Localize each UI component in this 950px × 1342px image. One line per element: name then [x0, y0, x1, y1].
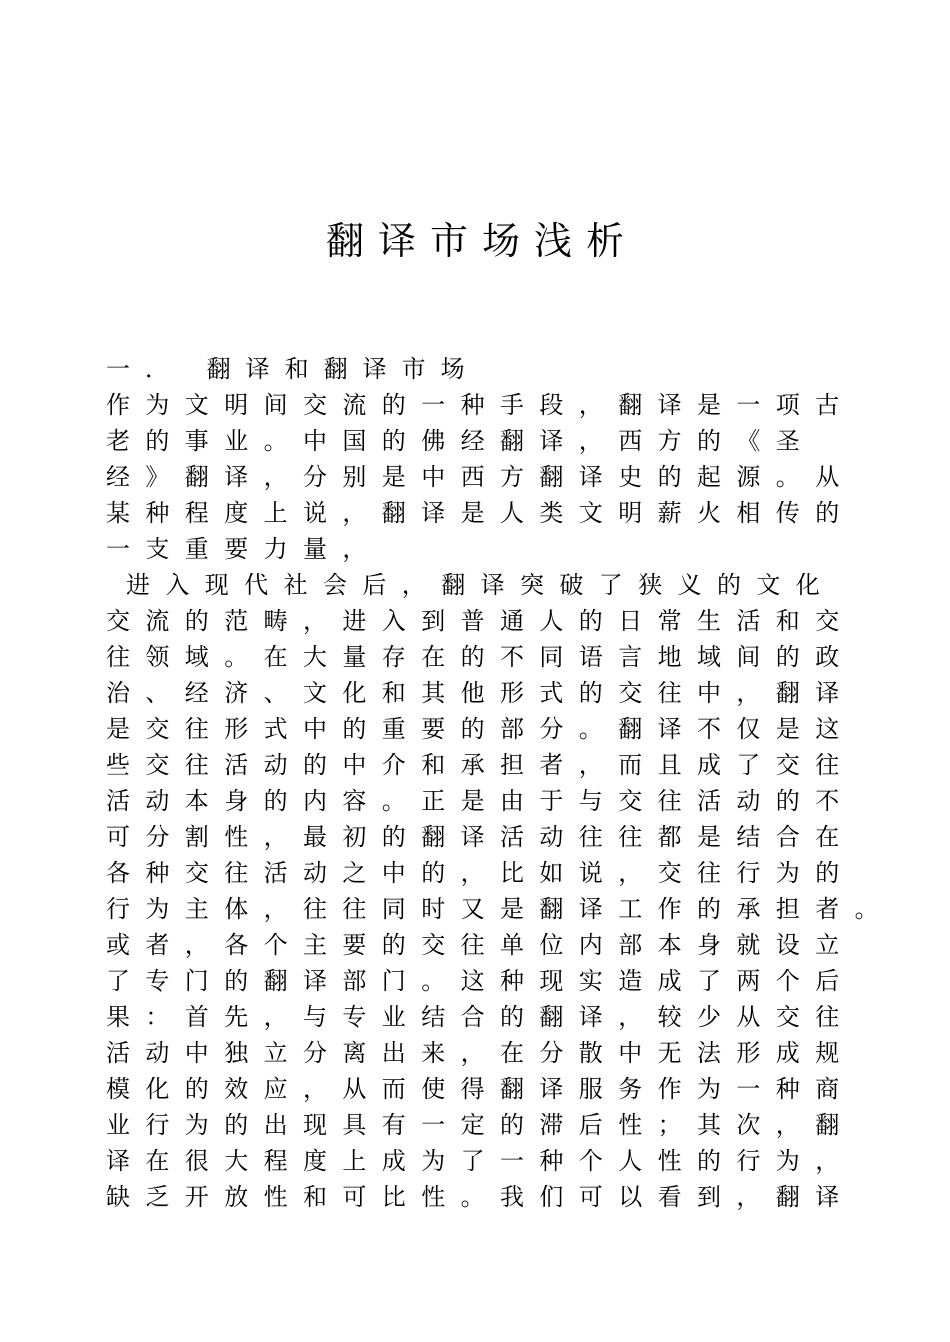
paragraph-line: 某种程度上说，翻译是人类文明薪火相传的	[106, 499, 855, 527]
paragraph-2	[106, 567, 894, 1215]
paragraph-line: 译在很大程度上成为了一种个人性的行为，	[106, 1147, 855, 1175]
paragraph-line: 些交往活动的中介和承担者，而且成了交往	[106, 751, 855, 779]
paragraph-1	[106, 387, 876, 567]
paragraph-line: 果：首先，与专业结合的翻译，较少从交往	[106, 1003, 855, 1031]
document-title: 翻译市场浅析	[325, 219, 638, 263]
paragraph-line: 经》翻译，分别是中西方翻译史的起源。从	[106, 463, 855, 491]
paragraph-line: 老的事业。中国的佛经翻译，西方的《圣	[106, 427, 816, 455]
paragraph-line: 是交往形式中的重要的部分。翻译不仅是这	[106, 715, 855, 743]
paragraph-line: 一支重要力量，	[106, 535, 382, 563]
paragraph-line: 缺乏开放性和可比性。我们可以看到，翻译	[106, 1183, 855, 1211]
paragraph-line: 各种交往活动之中的，比如说，交往行为的	[106, 859, 855, 887]
paragraph-line: 模化的效应，从而使得翻译服务作为一种商	[106, 1075, 855, 1103]
document-body	[106, 351, 894, 1215]
paragraph-line: 活动中独立分离出来，在分散中无法形成规	[106, 1039, 855, 1067]
paragraph-line: 行为主体，往往同时又是翻译工作的承担者。	[106, 895, 894, 923]
paragraph-line: 业行为的出现具有一定的滞后性；其次，翻	[106, 1111, 855, 1139]
paragraph-line: 了专门的翻译部门。这种现实造成了两个后	[106, 967, 855, 995]
paragraph-line: 可分割性，最初的翻译活动往往都是结合在	[106, 823, 855, 851]
section-heading: 一． 翻译和翻译市场	[106, 355, 480, 383]
paragraph-line: 作为文明间交流的一种手段，翻译是一项古	[106, 391, 855, 419]
paragraph-line: 治、经济、文化和其他形式的交往中，翻译	[106, 679, 855, 707]
paragraph-line: 进入现代社会后，翻译突破了狭义的文化	[126, 571, 836, 599]
paragraph-line: 或者，各个主要的交往单位内部本身就设立	[106, 931, 855, 959]
paragraph-line: 往领域。在大量存在的不同语言地域间的政	[106, 643, 855, 671]
paragraph-line: 活动本身的内容。正是由于与交往活动的不	[106, 787, 855, 815]
paragraph-line: 交流的范畴，进入到普通人的日常生活和交	[106, 607, 855, 635]
